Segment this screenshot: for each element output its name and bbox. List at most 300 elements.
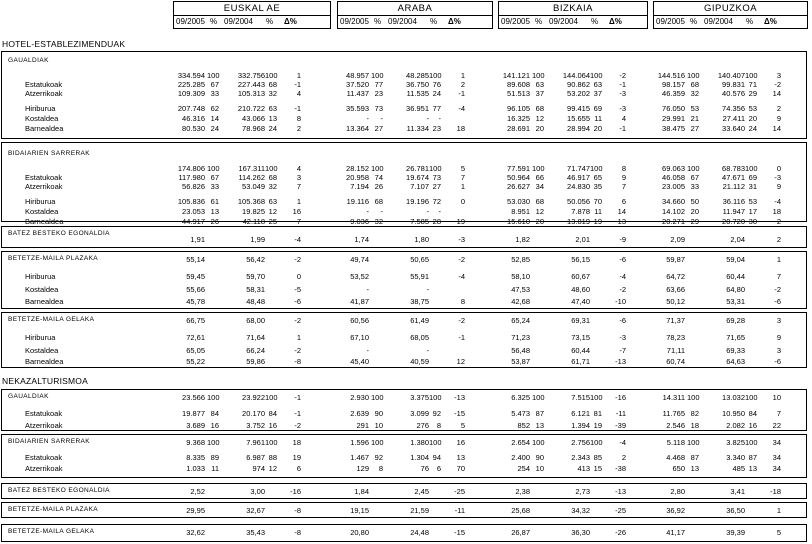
cell-value: 2 <box>776 235 781 244</box>
cell-value: 63 <box>593 80 602 89</box>
cell-value: -39 <box>615 421 626 430</box>
table-row <box>0 528 812 538</box>
cell-value: 24 <box>210 124 219 133</box>
group-title: BIDAIARIEN SARRERAK <box>8 150 91 157</box>
cell-value: 76 <box>420 464 429 473</box>
cell-value: 68 <box>374 197 383 206</box>
cell-value: 144.064 <box>562 71 590 80</box>
cell-value: 41,17 <box>666 528 685 537</box>
cell-value: -2 <box>458 316 465 325</box>
cell-value: 15 <box>593 464 602 473</box>
cell-value: 1,84 <box>354 487 369 496</box>
cell-value: 32 <box>374 217 383 226</box>
cell-value: 11.334 <box>406 124 429 133</box>
cell-value: 13 <box>456 453 465 462</box>
cell-value: 3.689 <box>186 421 205 430</box>
column-label: 09/2005 <box>340 17 369 26</box>
cell-value: 7 <box>460 173 465 182</box>
cell-value: 27.411 <box>722 114 745 123</box>
cell-value: 13.819 <box>567 217 590 226</box>
row-label: Kostaldea <box>25 285 59 294</box>
cell-value: -3 <box>619 89 626 98</box>
cell-value: 71.747 <box>567 164 590 173</box>
cell-value: 2.639 <box>350 409 369 418</box>
cell-value: 70 <box>456 464 465 473</box>
cell-value: -1 <box>619 124 626 133</box>
cell-value: -3 <box>619 333 626 342</box>
cell-value: 71,23 <box>511 333 530 342</box>
cell-value: 31 <box>748 182 757 191</box>
cell-value: 100 <box>590 393 603 402</box>
cell-value: 3,00 <box>250 487 265 496</box>
cell-value: 19 <box>292 453 301 462</box>
cell-value: 35 <box>593 182 602 191</box>
cell-value: 100 <box>687 393 700 402</box>
cell-value: 60,44 <box>726 272 745 281</box>
cell-value: 100 <box>265 393 278 402</box>
cell-value: 88 <box>268 453 277 462</box>
cell-value: 485 <box>732 464 745 473</box>
table-row <box>0 207 812 217</box>
table-row <box>0 255 812 265</box>
table-row <box>0 114 812 124</box>
cell-value: 20 <box>535 217 544 226</box>
column-label: % <box>266 17 274 26</box>
cell-value: 36.750 <box>406 80 429 89</box>
cell-value: -2 <box>294 255 301 264</box>
cell-value: 87 <box>690 453 699 462</box>
cell-value: 24 <box>432 89 441 98</box>
cell-value: 18 <box>690 421 699 430</box>
cell-value: 109.309 <box>177 89 205 98</box>
cell-value: 89 <box>210 453 219 462</box>
cell-value: 5 <box>460 421 465 430</box>
row-label: Estatukoak <box>25 453 63 462</box>
cell-value: 6.987 <box>246 453 265 462</box>
cell-value: 69 <box>748 173 757 182</box>
cell-value: 9 <box>776 114 781 123</box>
cell-value: 78.968 <box>242 124 265 133</box>
cell-value: 18 <box>292 438 301 447</box>
group-title: BATEZ BESTEKO EGONALDIA <box>8 487 110 494</box>
cell-value: 13 <box>617 217 626 226</box>
cell-value: 59,87 <box>666 255 685 264</box>
cell-value: 50,65 <box>410 255 429 264</box>
cell-value: 11 <box>594 114 602 123</box>
cell-value: 8 <box>378 464 383 473</box>
cell-value: 26 <box>210 217 219 226</box>
cell-value: 20.170 <box>242 409 265 418</box>
cell-value: 4 <box>296 164 301 173</box>
cell-value: 27 <box>432 182 441 191</box>
cell-value: 13 <box>268 114 277 123</box>
cell-value: 38.475 <box>662 124 685 133</box>
cell-value: - <box>366 285 369 294</box>
cell-value: 28 <box>432 217 441 226</box>
cell-value: 11.535 <box>406 89 429 98</box>
cell-value: - <box>380 114 383 123</box>
cell-value: 6.121 <box>571 409 590 418</box>
cell-value: 56.826 <box>182 182 205 191</box>
cell-value: 64,80 <box>726 285 745 294</box>
cell-value: -2 <box>774 217 781 226</box>
table-row <box>0 393 812 403</box>
cell-value: 74 <box>374 173 383 182</box>
cell-value: 12 <box>535 207 544 216</box>
cell-value: 334.594 <box>177 71 205 80</box>
cell-value: -5 <box>294 285 301 294</box>
cell-value: 100 <box>207 71 220 80</box>
cell-value: 2,04 <box>730 235 745 244</box>
cell-value: 48.957 <box>346 71 369 80</box>
cell-value: -2 <box>458 255 465 264</box>
cell-value: 105.368 <box>237 197 265 206</box>
cell-value: 16 <box>268 421 277 430</box>
cell-value: 100 <box>371 164 384 173</box>
cell-value: 7 <box>296 217 301 226</box>
cell-value: 46.917 <box>567 173 590 182</box>
cell-value: 9 <box>776 333 781 342</box>
cell-value: 53 <box>748 104 757 113</box>
table-row <box>0 235 812 245</box>
cell-value: 55,22 <box>186 357 205 366</box>
cell-value: 4.468 <box>666 453 685 462</box>
cell-value: 14 <box>772 89 781 98</box>
column-label: % <box>535 17 543 26</box>
cell-value: -11 <box>615 409 626 418</box>
group-title: GAUALDIAK <box>8 57 49 64</box>
cell-value: 100 <box>371 393 384 402</box>
cell-value: -1 <box>458 89 465 98</box>
cell-value: 13 <box>535 421 544 430</box>
cell-value: -4 <box>294 235 301 244</box>
cell-value: 32 <box>268 182 277 191</box>
cell-value: 36.116 <box>722 197 745 206</box>
region-name: BIZKAIA <box>499 2 647 16</box>
cell-value: 46.316 <box>182 114 205 123</box>
cell-value: -6 <box>774 357 781 366</box>
cell-value: 100 <box>429 164 442 173</box>
cell-value: 26,87 <box>511 528 530 537</box>
cell-value: 9 <box>776 182 781 191</box>
cell-value: 67 <box>210 80 219 89</box>
cell-value: 46.359 <box>662 89 685 98</box>
cell-value: -6 <box>619 316 626 325</box>
cell-value: 8 <box>436 421 441 430</box>
cell-value: 100 <box>590 164 603 173</box>
cell-value: 7 <box>621 182 626 191</box>
cell-value: 12 <box>268 207 277 216</box>
cell-value: 34,32 <box>571 506 590 515</box>
cell-value: 14 <box>210 114 219 123</box>
cell-value: 0 <box>460 197 465 206</box>
cell-value: 72 <box>432 197 441 206</box>
cell-value: 76.050 <box>662 104 685 113</box>
cell-value: 23.922 <box>242 393 265 402</box>
cell-value: 87 <box>748 453 757 462</box>
cell-value: 9.036 <box>350 217 369 226</box>
cell-value: -6 <box>619 255 626 264</box>
cell-value: -13 <box>615 487 626 496</box>
column-label: % <box>210 17 218 26</box>
cell-value: -16 <box>290 487 301 496</box>
cell-value: 14.311 <box>662 393 685 402</box>
cell-value: 73,15 <box>571 333 590 342</box>
row-label: Barnealdea <box>25 124 64 133</box>
cell-value: 61 <box>210 197 219 206</box>
cell-value: 2.400 <box>511 453 530 462</box>
cell-value: 56,42 <box>246 255 265 264</box>
row-label: Atzerrikoak <box>25 182 63 191</box>
group-title: BETETZE-MAILA GELAKA <box>8 316 95 323</box>
cell-value: 16 <box>210 421 219 430</box>
cell-value: 46.058 <box>662 173 685 182</box>
cell-value: 32 <box>690 89 699 98</box>
table-row <box>0 421 812 431</box>
cell-value: 2,38 <box>515 487 530 496</box>
cell-value: -1 <box>294 393 301 402</box>
cell-value: 1,80 <box>414 235 429 244</box>
cell-value: 1.596 <box>350 438 369 447</box>
column-label: Δ% <box>609 17 622 26</box>
cell-value: 71,37 <box>666 316 685 325</box>
cell-value: 6.325 <box>511 393 530 402</box>
cell-value: 68 <box>268 173 277 182</box>
cell-value: 100 <box>207 438 220 447</box>
cell-value: 84 <box>268 409 277 418</box>
row-label: Kostaldea <box>25 207 59 216</box>
cell-value: 92 <box>374 453 383 462</box>
cell-value: 42.118 <box>242 217 265 226</box>
row-label: Hiriburua <box>25 104 56 113</box>
cell-value: 34 <box>772 453 781 462</box>
cell-value: 71,64 <box>246 333 265 342</box>
group-title: BETETZE-MAILA GELAKA <box>8 528 95 535</box>
cell-value: 3.752 <box>246 421 265 430</box>
cell-value: 13.032 <box>722 393 745 402</box>
cell-value: 2 <box>460 80 465 89</box>
cell-value: -2 <box>774 285 781 294</box>
cell-value: 19,15 <box>350 506 369 515</box>
cell-value: -4 <box>619 272 626 281</box>
cell-value: 3.099 <box>410 409 429 418</box>
cell-value: 34 <box>772 464 781 473</box>
cell-value: -26 <box>615 528 626 537</box>
cell-value: 27 <box>374 124 383 133</box>
cell-value: 20.958 <box>346 173 369 182</box>
cell-value: 85 <box>593 453 602 462</box>
cell-value: -2 <box>294 346 301 355</box>
cell-value: 98.157 <box>662 80 685 89</box>
cell-value: 26.627 <box>507 182 530 191</box>
cell-value: -4 <box>619 438 626 447</box>
cell-value: 974 <box>252 464 265 473</box>
cell-value: -1 <box>294 80 301 89</box>
cell-value: 68,05 <box>410 333 429 342</box>
cell-value: 66,24 <box>246 346 265 355</box>
cell-value: 19.825 <box>242 207 265 216</box>
cell-value: -11 <box>454 506 465 515</box>
column-label: 09/2005 <box>176 17 205 26</box>
cell-value: 23 <box>432 124 441 133</box>
cell-value: -7 <box>619 346 626 355</box>
cell-value: 45,40 <box>350 357 369 366</box>
cell-value: 14.102 <box>662 207 685 216</box>
cell-value: 3.825 <box>726 438 745 447</box>
cell-value: 1.380 <box>410 438 429 447</box>
cell-value: -6 <box>294 297 301 306</box>
cell-value: 99.831 <box>722 80 745 89</box>
cell-value: 53,31 <box>726 297 745 306</box>
cell-value: -4 <box>774 197 781 206</box>
cell-value: 53 <box>690 104 699 113</box>
cell-value: 19 <box>593 217 602 226</box>
region-name: GIPUZKOA <box>654 2 807 16</box>
cell-value: -1 <box>458 333 465 342</box>
cell-value: 100 <box>207 164 220 173</box>
region-header <box>173 1 331 29</box>
cell-value: 50 <box>690 197 699 206</box>
cell-value: 650 <box>672 464 685 473</box>
cell-value: 71,11 <box>666 346 685 355</box>
cell-value: 7 <box>776 272 781 281</box>
cell-value: 84 <box>748 409 757 418</box>
cell-value: 13 <box>690 464 699 473</box>
cell-value: -1 <box>294 409 301 418</box>
cell-value: 10.950 <box>722 409 745 418</box>
cell-value: 23.566 <box>182 393 205 402</box>
cell-value: 100 <box>687 438 700 447</box>
cell-value: 69.063 <box>662 164 685 173</box>
cell-value: 36,92 <box>666 506 685 515</box>
cell-value: 0 <box>296 272 301 281</box>
cell-value: 74.356 <box>722 104 745 113</box>
cell-value: 36,30 <box>571 528 590 537</box>
cell-value: - <box>380 207 383 216</box>
cell-value: 19.116 <box>346 197 369 206</box>
cell-value: 100 <box>265 438 278 447</box>
region-name: EUSKAL AE <box>174 2 330 16</box>
cell-value: 42,68 <box>511 297 530 306</box>
cell-value: -2 <box>294 421 301 430</box>
cell-value: 8.335 <box>186 453 205 462</box>
cell-value: 68 <box>690 80 699 89</box>
group-title: BETETZE-MAILA PLAZAKA <box>8 255 99 262</box>
cell-value: 47.671 <box>722 173 745 182</box>
column-label: 09/2004 <box>549 17 578 26</box>
cell-value: 100 <box>745 393 758 402</box>
column-label: Δ% <box>284 17 297 26</box>
cell-value: 67,10 <box>350 333 369 342</box>
cell-value: 60,44 <box>571 346 590 355</box>
cell-value: 7.107 <box>410 182 429 191</box>
cell-value: 7 <box>776 409 781 418</box>
cell-value: 19.877 <box>182 409 205 418</box>
cell-value: 68 <box>268 80 277 89</box>
cell-value: 43.066 <box>242 114 265 123</box>
cell-value: 10 <box>374 421 383 430</box>
cell-value: 77.591 <box>507 164 530 173</box>
cell-value: 73 <box>374 104 383 113</box>
cell-value: 12 <box>268 464 277 473</box>
cell-value: -3 <box>774 173 781 182</box>
cell-value: 6 <box>436 464 441 473</box>
cell-value: 28.152 <box>346 164 369 173</box>
cell-value: -13 <box>454 393 465 402</box>
cell-value: 49,74 <box>350 255 369 264</box>
cell-value: 852 <box>517 421 530 430</box>
cell-value: 2,01 <box>575 235 590 244</box>
cell-value: 64,72 <box>666 272 685 281</box>
cell-value: 24.830 <box>567 182 590 191</box>
cell-value: 19.196 <box>406 197 429 206</box>
cell-value: 24 <box>268 124 277 133</box>
column-label: % <box>430 17 438 26</box>
row-label: Kostaldea <box>25 346 59 355</box>
cell-value: 50.056 <box>567 197 590 206</box>
cell-value: 1 <box>460 71 465 80</box>
cell-value: 59,04 <box>726 255 745 264</box>
cell-value: 81 <box>593 409 602 418</box>
cell-value: 37 <box>593 89 602 98</box>
cell-value: 6 <box>621 197 626 206</box>
cell-value: 39,39 <box>726 528 745 537</box>
cell-value: 44.917 <box>182 217 205 226</box>
cell-value: 34 <box>535 182 544 191</box>
cell-value: 14 <box>617 207 626 216</box>
cell-value: 28.994 <box>567 124 590 133</box>
cell-value: 2.343 <box>571 453 590 462</box>
cell-value: 99.415 <box>567 104 590 113</box>
cell-value: 20 <box>748 114 757 123</box>
cell-value: 96.105 <box>507 104 530 113</box>
row-label: Hiriburua <box>25 197 56 206</box>
cell-value: 100 <box>429 438 442 447</box>
table-row <box>0 438 812 448</box>
cell-value: 8.951 <box>511 207 530 216</box>
cell-value: 24,48 <box>410 528 429 537</box>
cell-value: 16 <box>292 207 301 216</box>
cell-value: 29 <box>690 217 699 226</box>
cell-value: 7.585 <box>410 217 429 226</box>
cell-value: 63 <box>268 104 277 113</box>
cell-value: - <box>366 207 369 216</box>
group-title: GAUALDIAK <box>8 393 49 400</box>
cell-value: 29 <box>748 89 757 98</box>
cell-value: 100 <box>265 164 278 173</box>
cell-value: 2,52 <box>190 487 205 496</box>
table-row <box>0 272 812 282</box>
cell-value: 100 <box>532 393 545 402</box>
cell-value: 40.576 <box>722 89 745 98</box>
cell-value: 84 <box>210 409 219 418</box>
cell-value: 2 <box>296 124 301 133</box>
cell-value: 22 <box>772 421 781 430</box>
cell-value: 18 <box>772 207 781 216</box>
cell-value: 69,33 <box>726 346 745 355</box>
cell-value: 7.878 <box>571 207 590 216</box>
row-label: Barnealdea <box>25 357 64 366</box>
table-row <box>0 124 812 134</box>
cell-value: 53,87 <box>511 357 530 366</box>
cell-value: 1 <box>776 255 781 264</box>
cell-value: 76 <box>432 80 441 89</box>
cell-value: 33.640 <box>722 124 745 133</box>
cell-value: 92 <box>432 409 441 418</box>
cell-value: 1,91 <box>190 235 205 244</box>
cell-value: 94 <box>432 453 441 462</box>
cell-value: 61,71 <box>571 357 590 366</box>
